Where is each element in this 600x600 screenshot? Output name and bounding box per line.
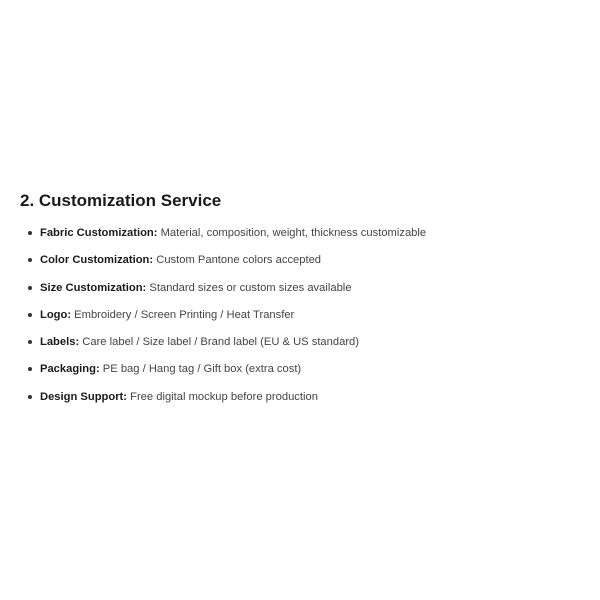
list-item-labels bbox=[20, 335, 580, 349]
bullet-icon bbox=[28, 340, 32, 344]
item-label: Labels: bbox=[40, 336, 80, 349]
bullet-icon bbox=[28, 395, 32, 399]
item-value: Material, composition, weight, thickness customizable bbox=[157, 227, 427, 239]
list-item-logo bbox=[20, 308, 580, 322]
bullet-icon bbox=[28, 258, 32, 262]
bullet-icon bbox=[28, 367, 32, 371]
list-item-size-customization bbox=[20, 281, 580, 295]
item-label: Size Customization: bbox=[40, 281, 147, 294]
bullet-icon bbox=[28, 313, 32, 317]
item-value: Care label / Size label / Brand label (EU & US standard) bbox=[79, 336, 359, 349]
list-item-packaging bbox=[20, 362, 580, 376]
item-label: Color Customization: bbox=[40, 254, 154, 267]
item-value: Embroidery / Screen Printing / Heat Transfer bbox=[71, 308, 295, 321]
list-item-color-customization bbox=[20, 253, 580, 267]
item-label: Design Support: bbox=[40, 390, 128, 403]
item-value: Free digital mockup before production bbox=[127, 390, 318, 403]
bullet-icon bbox=[28, 231, 32, 235]
feature-list bbox=[20, 226, 580, 404]
item-label: Fabric Customization: bbox=[40, 227, 158, 239]
section-title: 2. Customization Service bbox=[20, 191, 222, 210]
item-label: Logo: bbox=[40, 308, 72, 321]
list-item-fabric-customization bbox=[20, 226, 580, 240]
item-value: Custom Pantone colors accepted bbox=[153, 254, 322, 267]
item-value: Standard sizes or custom sizes available bbox=[146, 281, 352, 294]
item-label: Packaging: bbox=[40, 363, 100, 376]
bullet-icon bbox=[28, 286, 32, 290]
customization-section bbox=[20, 190, 580, 417]
list-item-design-support bbox=[20, 390, 580, 404]
item-value: PE bag / Hang tag / Gift box (extra cost) bbox=[99, 363, 302, 376]
